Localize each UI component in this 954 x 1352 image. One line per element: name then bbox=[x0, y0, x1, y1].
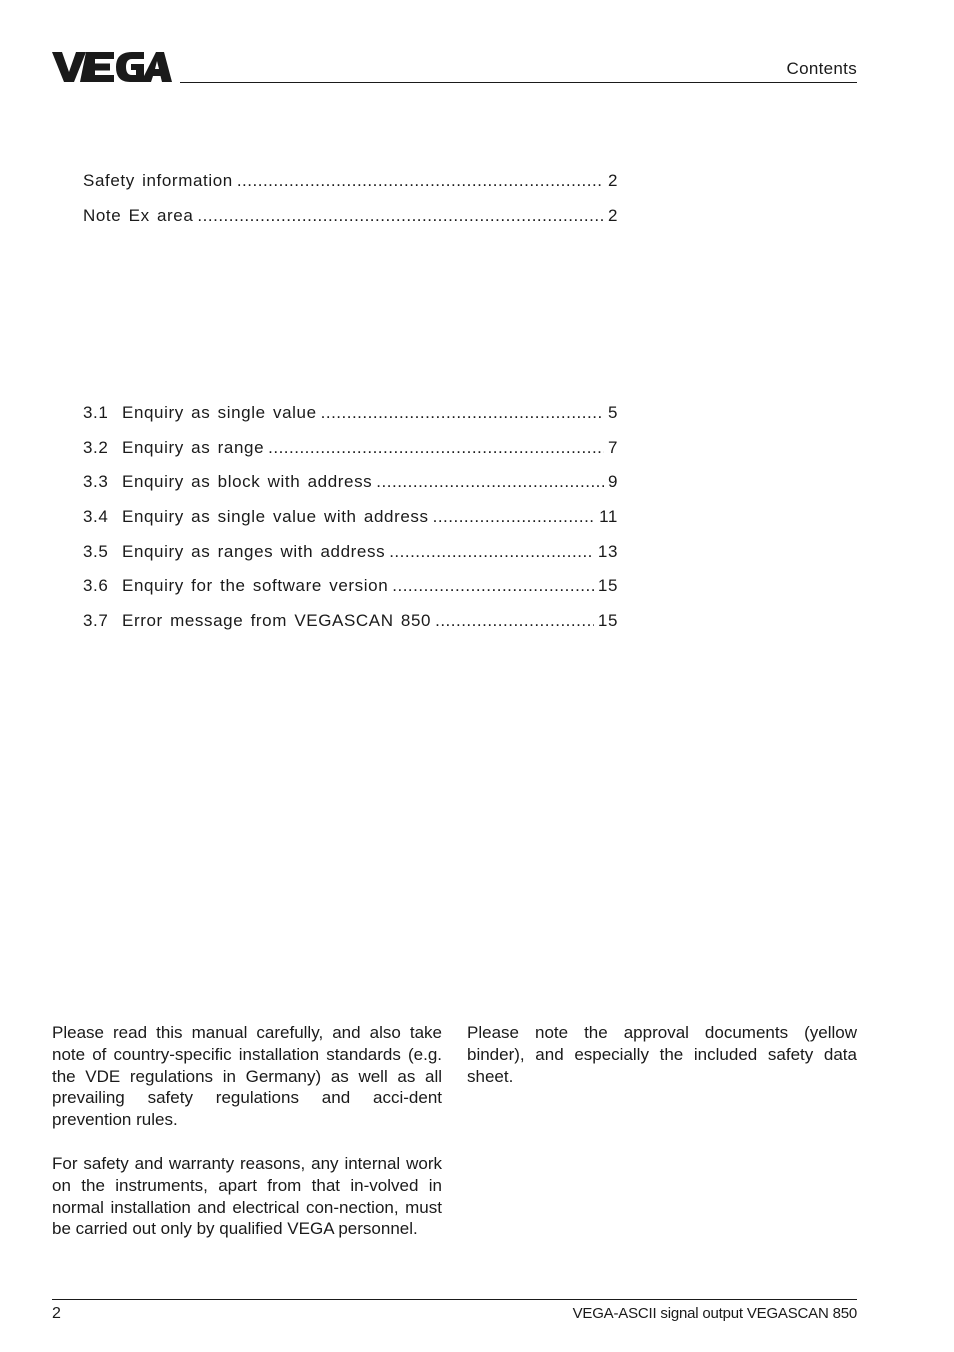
toc-item-number: 3.3 bbox=[83, 472, 109, 492]
toc-item-page: 15 bbox=[597, 576, 618, 596]
toc-chapter-3 bbox=[83, 403, 618, 646]
toc-leader bbox=[392, 576, 594, 596]
toc-item-text: Enquiry as single value with address bbox=[122, 507, 429, 527]
toc-item-text: Enquiry as single value bbox=[122, 403, 317, 422]
toc-item[interactable] bbox=[83, 576, 618, 611]
toc-item-text: Error message from VEGASCAN 850 bbox=[122, 611, 432, 631]
toc-item-number: 3.2 bbox=[83, 437, 109, 457]
toc-item-number: 3.6 bbox=[83, 576, 109, 596]
toc-leader bbox=[321, 403, 604, 423]
paragraph: For safety and warranty reasons, any internal work on the instruments, apart from that in-volved in normal installation and electrical con-nection, must be carried out only by qualified VEGA personnel. bbox=[52, 1153, 442, 1239]
paragraph: Please read this manual carefully, and also take note of country-specific installation standards (e.g. the VDE regulations in Germany) as well as all prevailing safety regulations and acci-dent prevention rules. bbox=[52, 1023, 442, 1130]
toc-item[interactable] bbox=[83, 611, 618, 646]
toc-item-number: 3.1 bbox=[83, 403, 109, 422]
toc-item-page: 7 bbox=[607, 437, 618, 457]
toc-item-page: 2 bbox=[607, 171, 618, 190]
toc-item-page: 2 bbox=[607, 205, 618, 225]
toc-item-number: 3.4 bbox=[83, 507, 109, 527]
toc-leader bbox=[389, 542, 594, 562]
toc-item-page: 13 bbox=[597, 541, 618, 561]
toc-item-number: 3.5 bbox=[83, 541, 109, 561]
toc-item[interactable] bbox=[83, 542, 618, 577]
toc-item-text: Enquiry as range bbox=[122, 437, 265, 457]
footer-rule bbox=[52, 1299, 857, 1300]
toc-item-text: Enquiry as block with address bbox=[122, 472, 373, 492]
toc-leader bbox=[268, 438, 604, 458]
safety-text-right bbox=[467, 1022, 857, 1109]
toc-item-text: Note Ex area bbox=[83, 205, 194, 225]
toc-item[interactable] bbox=[83, 472, 618, 507]
paragraph: Please note the approval documents (yellow binder), and especially the included safety data sheet. bbox=[467, 1023, 857, 1086]
toc-item-page: 15 bbox=[597, 611, 618, 631]
toc-item[interactable] bbox=[83, 438, 618, 473]
toc-item-number: 3.7 bbox=[83, 611, 109, 631]
toc-item-text: Enquiry for the software version bbox=[122, 576, 389, 596]
toc-item[interactable] bbox=[83, 507, 618, 542]
page-number: 2 bbox=[52, 1305, 61, 1322]
toc-leader bbox=[376, 472, 604, 492]
toc-item-page: 9 bbox=[607, 472, 618, 492]
toc-item-page: 5 bbox=[607, 403, 618, 422]
section-title: Contents bbox=[786, 59, 857, 78]
toc-leader bbox=[197, 206, 604, 226]
toc-leader bbox=[433, 507, 596, 527]
header-rule bbox=[180, 82, 857, 83]
toc-item[interactable] bbox=[83, 171, 618, 206]
toc-item[interactable] bbox=[83, 403, 618, 438]
toc-item-text: Enquiry as ranges with address bbox=[122, 541, 386, 561]
vega-logo bbox=[52, 50, 172, 84]
toc-leader bbox=[237, 171, 604, 191]
toc-item-text: Safety information bbox=[83, 171, 233, 190]
safety-text-left bbox=[52, 1022, 442, 1262]
toc-safety bbox=[83, 171, 618, 240]
toc-leader bbox=[435, 611, 594, 631]
document-title: VEGA-ASCII signal output VEGASCAN 850 bbox=[572, 1305, 857, 1322]
toc-item-page: 11 bbox=[599, 507, 618, 527]
toc-item[interactable] bbox=[83, 206, 618, 241]
